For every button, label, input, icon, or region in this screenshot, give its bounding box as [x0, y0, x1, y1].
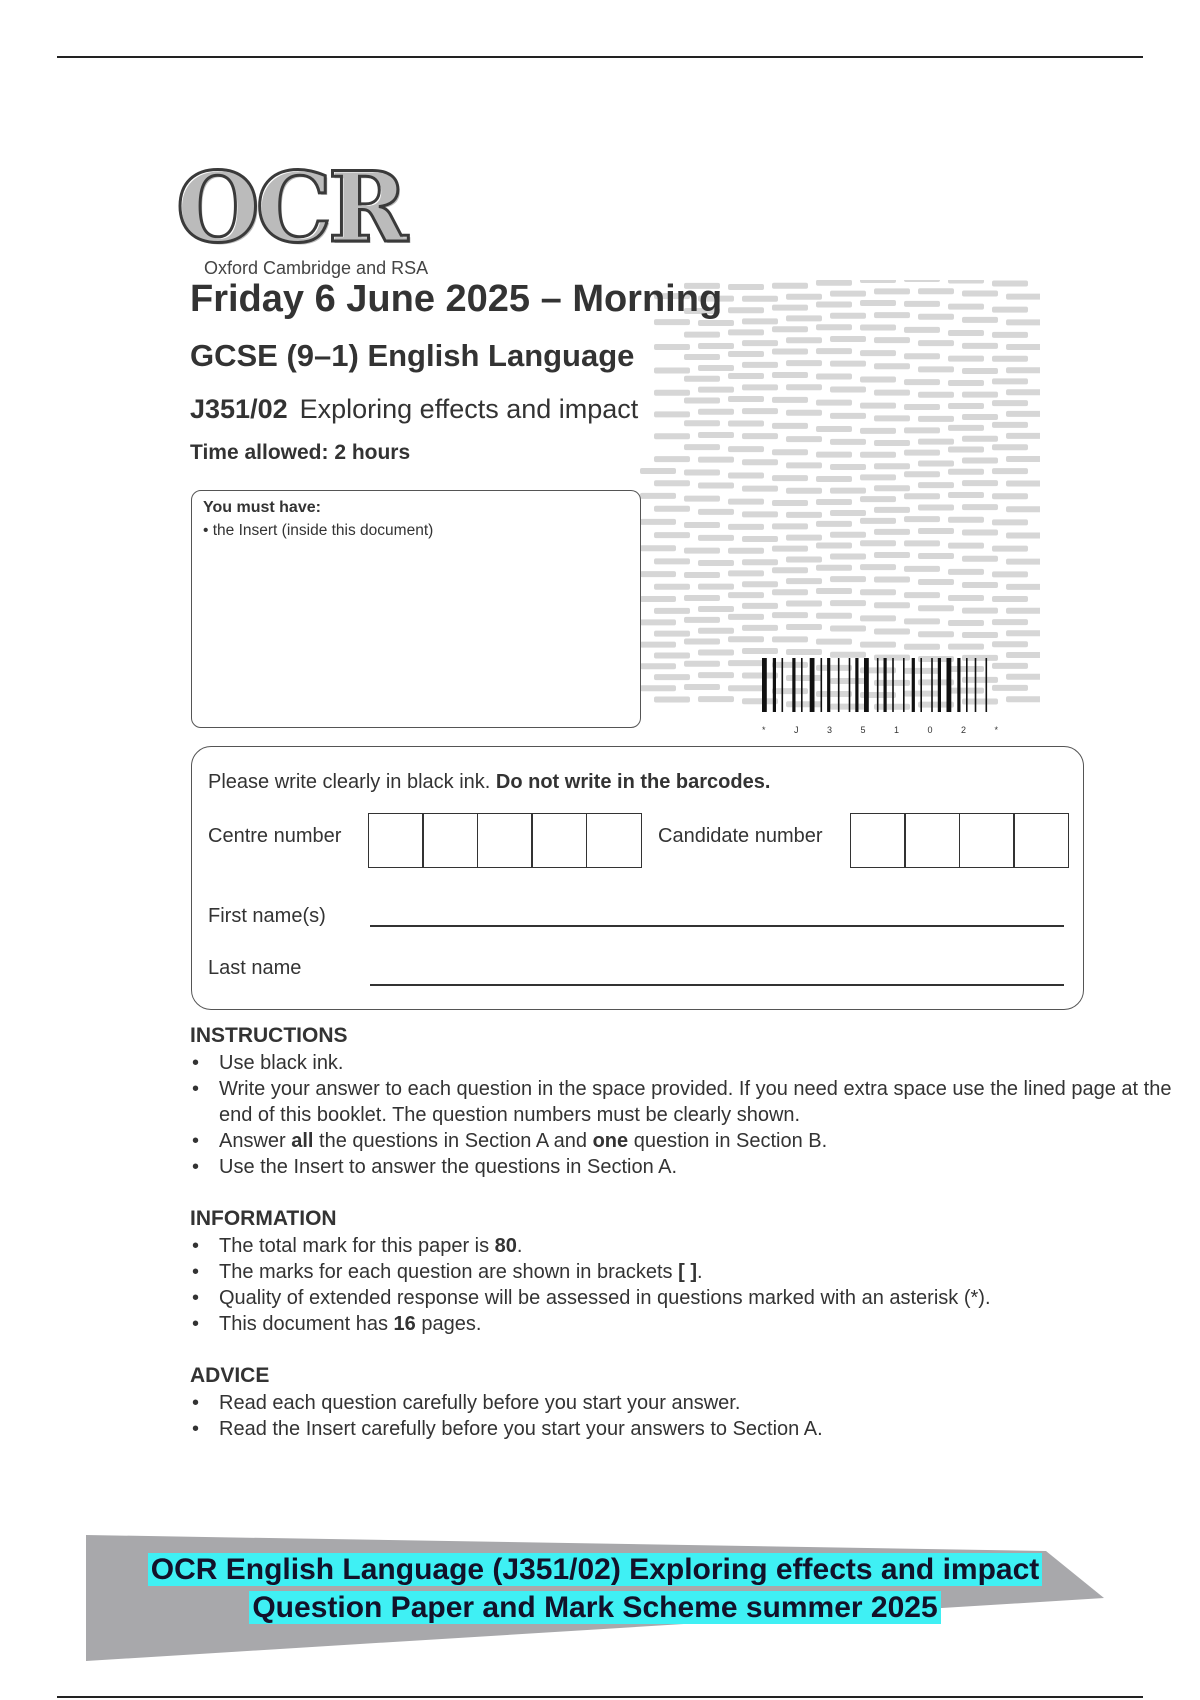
barcode-digits: * J 3 5 1 0 2 *	[762, 725, 1012, 735]
information-item: • This document has 16 pages.	[190, 1311, 991, 1337]
paper-title: Exploring effects and impact	[299, 394, 639, 424]
first-name-line[interactable]	[370, 925, 1064, 927]
centre-number-label: Centre number	[208, 825, 342, 847]
logo-subtitle: Oxford Cambridge and RSA	[204, 258, 429, 278]
centre-number-digit-box[interactable]	[422, 813, 478, 868]
last-name-line[interactable]	[370, 984, 1064, 986]
logo-mark: OCR	[176, 151, 404, 264]
instructions-item: • Write your answer to each question in the space provided. If you need extra space use the lined page at the end of this booklet. The question numbers must be clearly shown.	[190, 1076, 1200, 1128]
candidate-details-box	[191, 746, 1084, 1010]
top-rule	[57, 56, 1143, 58]
advice-item: • Read each question carefully before you start your answer.	[190, 1390, 823, 1416]
bottom-rule	[57, 1696, 1143, 1698]
exam-subject: GCSE (9–1) English Language	[190, 338, 635, 373]
paper-heading	[190, 394, 638, 425]
candidate-number-digit-box[interactable]	[1013, 813, 1069, 868]
instructions-item: • Answer all the questions in Section A and one question in Section B.	[190, 1128, 1200, 1154]
must-have-heading: You must have:	[203, 499, 321, 516]
candidate-number-digit-box[interactable]	[904, 813, 960, 868]
information-section	[190, 1207, 991, 1337]
information-item: • The total mark for this paper is 80.	[190, 1233, 991, 1259]
background-watermark-pattern	[640, 280, 1040, 710]
must-have-box	[191, 490, 641, 728]
advice-heading: ADVICE	[190, 1364, 270, 1387]
advice-item: • Read the Insert carefully before you start your answers to Section A.	[190, 1416, 823, 1442]
must-have-item: • the Insert (inside this document)	[203, 522, 434, 539]
barcode-bars	[762, 658, 1052, 722]
information-list	[190, 1233, 991, 1337]
barcode	[762, 658, 1052, 735]
instructions-heading: INSTRUCTIONS	[190, 1024, 348, 1047]
instructions-item: • Use the Insert to answer the questions in Section A.	[190, 1154, 1200, 1180]
last-name-label: Last name	[208, 957, 302, 979]
ink-note: Please write clearly in black ink. Do not write in the barcodes.	[208, 771, 771, 793]
paper-code: J351/02	[190, 394, 288, 424]
candidate-number-label: Candidate number	[658, 825, 823, 847]
first-name-label: First name(s)	[208, 905, 326, 927]
instructions-section	[190, 1024, 1200, 1180]
centre-number-digit-box[interactable]	[477, 813, 533, 868]
centre-number-digit-box[interactable]	[531, 813, 587, 868]
information-item: • The marks for each question are shown in brackets [ ].	[190, 1259, 991, 1285]
exam-date: Friday 6 June 2025 – Morning	[190, 278, 723, 320]
ocr-logo	[176, 151, 429, 279]
centre-number-digit-box[interactable]	[586, 813, 642, 868]
centre-number-boxes[interactable]	[369, 813, 642, 868]
banner-line-1: OCR English Language (J351/02) Exploring effects and impact	[86, 1553, 1104, 1587]
candidate-number-boxes[interactable]	[851, 813, 1069, 868]
candidate-number-digit-box[interactable]	[959, 813, 1015, 868]
advice-section	[190, 1364, 823, 1442]
banner-line-2: Question Paper and Mark Scheme summer 2025	[86, 1591, 1104, 1625]
centre-number-digit-box[interactable]	[368, 813, 424, 868]
candidate-number-digit-box[interactable]	[850, 813, 906, 868]
information-heading: INFORMATION	[190, 1207, 337, 1230]
information-item: • Quality of extended response will be assessed in questions marked with an asterisk (*).	[190, 1285, 991, 1311]
advice-list	[190, 1390, 823, 1442]
title-banner	[86, 1535, 1104, 1661]
instructions-item: • Use black ink.	[190, 1050, 1200, 1076]
ink-note-bold: Do not write in the barcodes.	[495, 771, 771, 793]
time-allowed: Time allowed: 2 hours	[190, 441, 411, 464]
instructions-list	[190, 1050, 1200, 1180]
